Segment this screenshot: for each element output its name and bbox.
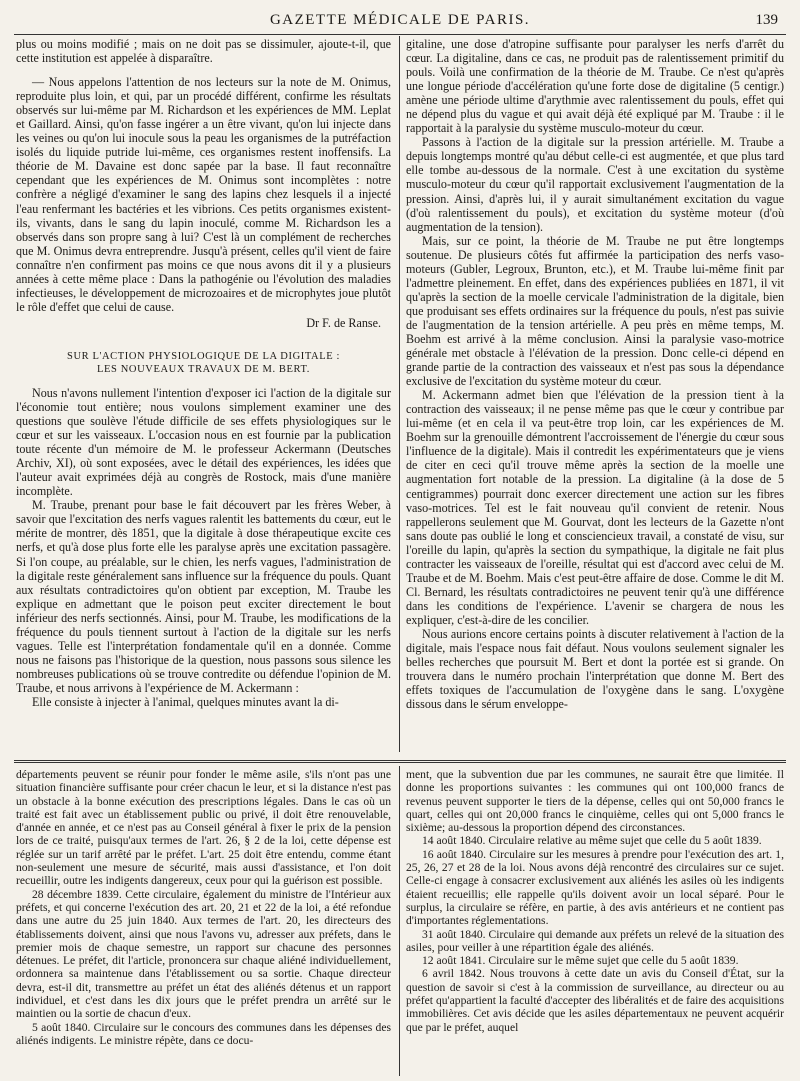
paragraph-ackermann: M. Ackermann admet bien que l'élévation de la pression tient à la contraction des vaisseaux; il ne pense même pas que le cœur y contribue par lui-même (et en cela il va peut-être trop loin, car les expériences de M. Boehm sur la grenouille démontrent l'accroissement de l'énergie du cœur sous l'influence de la digitale). Mais il contredit les expérimentateurs que je viens de citer en ceci qu'il trouve même après la section de la moelle une augmentation fort notable de la pression. La digitaline (à la dose de 5 centigrammes) pourrait donc exercer directement une action sur les fibres vaso-motrices. Tel est le fait nouveau qu'il convient de retenir. Nous rappellerons seulement que M. Gourvat, dont les lecteurs de la Gazette n'ont sans doute pas oublié le long et consciencieux travail, a constaté de visu, sur l'oreille du lapin, qu'après la section du sympathique, la digitale ne fait plus contracter les vaisseaux de l'oreille, résultat qui est d'accord avec celui de M. Traube et de M. Boehm. Mais c'est peut-être affaire de dose. Comme le dit M. Cl. Bernard, les résultats contradictoires ne peuvent tenir qu'à une différence dans les conditions de l'expérience. L'avenir se chargera de nous les expliquer, c'est-à-dire de les concilier. [406,388,784,627]
paragraph-experiment: Elle consiste à injecter à l'animal, quelques minutes avant la di- [32,694,339,709]
paragraph-bert: Nous aurions encore certains points à discuter relativement à l'action de la digitale, mais l'espace nous fait défaut. Nous voulons seulement signaler les belles recherches que poursuit M. Bert et dont la portée est si grande. On trouvera dans le numéro prochain l'interprétation que donne M. Bert des effets toxiques de l'accumulation de l'oxygène dans le sang. L'oxygène dissous dans le sérum enveloppe- [406,626,784,712]
paragraph-circulaire-aout-1840: 5 août 1840. Circulaire sur le concours des communes dans les dépenses des aliénés indigents. Le ministre répète, dans ce docu- [16,1020,391,1047]
paragraph-16-aout: 16 août 1840. Circulaire sur les mesures à prendre pour l'exécution des art. 1, 25, 26, 27 et 28 de la loi. Nous avons déjà rencontré des circulaires sur ce sujet. Celle-ci engage à consacrer exclusivement aux aliénés les asiles où les indigents étaient recueillis; elle rappelle qu'ils doivent avoir un local séparé. Pour le surplus, la circulaire se réfère, en partie, à des avis antérieurs et ne contient pas d'importantes réglementations. [406,847,784,928]
paragraph-vasomoteurs: Mais, sur ce point, la théorie de M. Traube ne put être longtemps soutenue. De plusieurs côtés fut affirmée la participation des nerfs vaso-moteurs (Gubler, Legroux, Brunton, etc.), et M. Traube lui-même finit par l'admettre pleinement. En effet, dans des expériences publiées en 1871, il vit qu'après la section de la moelle cervicale l'administration de la digitale, bien que produisant ses effets ordinaires sur la fréquence du pouls, n'est pas suivie de l'augmentation de la tension artérielle. A peu près en même temps, M. Boehm est arrivé à la même conclusion. Ainsi la paralysie vaso-motrice générale met obstacle à l'élévation de la pression. Donc celle-ci dépend en grande partie de la contraction des vaisseaux et n'est pas sous la dépendance exclusive de l'excitation du système moteur du cœur. [406,233,784,389]
column-divider-bottom [399,766,400,1076]
paragraph-departements: départements peuvent se réunir pour fonder le même asile, s'ils n'ont pas une situation financière suffisante pour créer chacun le leur, et si la distance n'est pas un obstacle à la bonne exécution des prescriptions légales. Dans le cas où un traité est fait avec un établissement public ou privé, il doit être renouvelable, d'année en année, et ce n'est pas au Conseil général à fixer le prix de la pension lors de ce traité, puisqu'aux termes de l'art. 26, § 2 de la loi, cette dépense est réglée sur un tarif arrêté par le préfet. L'art. 25 doit être entendu, comme étant non-seulement une mesure de sécurité, mais aussi d'assistance, et l'on doit recueillir, outre les indigents dangereux, ceux pour qui la guérison est possible. [16,768,391,888]
paragraph-subvention: ment, que la subvention due par les communes, ne saurait être que limitée. Il donne les proportions suivantes : les communes qui ont 100,000 francs de revenus peuvent supporter le tiers de la dépense, celles qui ont 50,000 francs le quart, celles qui ont 20,000 francs le cinquième, celles qui ont 5,000 francs le sixième; au-dessous la proportion dépend des circonstances. [406,768,784,835]
paragraph-6-avril: 6 avril 1842. Nous trouvons à cette date un avis du Conseil d'État, sur la question de savoir si c'est à la commission de surveillance, au directeur ou au préfet qu'appartient la faculté d'accepter des libéralités et de faire des acquisitions immobilières. Cet avis décide que les asiles départementaux ne peuvent acquérir que par le préfet, auquel [406,967,784,1034]
paragraph-31-aout: 31 août 1840. Circulaire qui demande aux préfets un relevé de la situation des asiles, pour veiller à une répartition égale des aliénés. [406,927,784,954]
bottom-left-column [16,768,391,1078]
article-heading-line-1: SUR L'ACTION PHYSIOLOGIQUE DE LA DIGITALE : [67,350,340,362]
section-divider [14,760,786,763]
paragraph-circulaire-1839: 28 décembre 1839. Cette circulaire, également du ministre de l'Intérieur aux préfets, et qui concerne l'exécution des art. 20, 21 et 22 de la loi, a été refondue dans une autre du 25 juin 1840. Aux termes de l'art. 20, les directeurs des établissements doivent, ainsi que nous l'avons vu, adresser aux préfets, dans le premier mois de chaque semestre, un rapport sur chacune des personnes détenues. Le préfet, dit l'article, prononcera sur chaque aliéné individuellement, ordonnera sa maintenue dans l'établissement ou sa sortie. Chaque directeur devra, est-il dit, transmettre au préfet un état des aliénés détenus et un rapport individuel, et c'est dans les dix jours que le préfet prendra un arrêté sur le maintien ou la sortie de chacun d'eux. [16,887,391,1021]
paragraph-intro: Nous n'avons nullement l'intention d'exposer ici l'action de la digitale sur l'économie tout entière; nous voulons simplement examiner une des questions que soulève l'étude difficile de ses effets physiologiques sur le cœur et sur les vaisseaux. L'occasion nous en est fournie par la publication toute récente d'un mémoire de M. le professeur Ackermann (Deutsches Archiv, XI), où sont exposées, avec le détail des expériences, les idées que l'auteur avait exprimées déjà au congrès de Rostock, mais d'une manière incomplète. [16,385,391,499]
article-heading-line-2: LES NOUVEAUX TRAVAUX DE M. BERT. [97,363,310,375]
paragraph-12-aout: 12 août 1841. Circulaire sur le même sujet que celle du 5 août 1839. [422,954,739,968]
journal-title: GAZETTE MÉDICALE DE PARIS. [269,12,531,28]
paragraph-continuation: plus ou moins modifié ; mais on ne doit pas se dissimuler, ajoute-t-il, que cette institution est appelée à disparaître. [16,37,391,66]
paragraph-onimus: — Nous appelons l'attention de nos lecteurs sur la note de M. Onimus, reproduite plus loin, et qui, par un procédé différent, confirme les résultats observés sur lui-même par M. Richardson et les expériences de MM. Leplat et Gaillard. Ainsi, qu'on fasse ingérer a un être vivant, qu'on lui injecte dans les veines ou qu'on lui inocule sous la peau les organismes de la putréfaction isolés du liquide putride lui-même, ces organismes restent inoffensifs. La théorie de M. Davaine est donc sapée par la base. Il faut reconnaître cependant que les expériences de M. Onimus sont incomplètes : notre confrère a négligé d'examiner le sang des lapins chez lesquels il a injecté l'eau renfermant les bactéries et les vibrions. Ces petits organismes existent-ils, vivants, dans le sang du lapin inoculé, comme M. Richardson les a observés dans son propre sang à lui? C'est là un complément de recherches que M. Onimus devra entreprendre. Jusqu'à présent, celles qu'il vient de faire connaître n'en confirment pas moins ce que nous avons dit il y a plusieurs années à cette même place : Dans la pathogénie ou l'évolution des maladies infectieuses, le développement de microzoaires et de microphytes joue plutôt le rôle d'effet que celui de cause. [16,75,391,314]
page-number: 139 [755,12,778,28]
bottom-right-column [406,768,784,1078]
header-rule [14,34,786,35]
paragraph-pression: Passons à l'action de la digitale sur la pression artérielle. M. Traube a depuis longtemps montré qu'au début celle-ci est augmentée, et que plus tard elle tombe au-dessous de la normale. C'est à une excitation du système musculo-moteur du cœur qu'il rapportait exclusivement l'augmentation de la pression. Ainsi, d'après lui, il y aurait simultanément excitation du vague (d'où ralentissement du pouls), et excitation du système moteur (d'où augmentation de la tension). [406,135,784,234]
column-divider-top [399,36,400,752]
article-heading [16,350,391,376]
paragraph-traube: M. Traube, prenant pour base le fait découvert par les frères Weber, à savoir que l'excitation des nerfs vagues ralentit les battements du cœur, eut le mérite de montrer, dès 1851, que la digitale à dose thérapeutique excite ces nerfs, et qu'à dose plus forte elle les paralyse après une excitation passagère. Si l'on coupe, au préalable, sur le chien, les nerfs vagues, l'administration de la digitale reste généralement sans influence sur la fréquence du pouls. Quant aux résultats contradictoires qu'on obtient par exception, M. Traube les explique en admettant que le poison peut exciter directement le bout inférieur des nerfs sectionnés. Ainsi, pour M. Traube, les modifications de la fréquence du pouls tiennent surtout à l'action de la digitale sur les nerfs vagues. Telle est l'interprétation fondamentale qu'il en a donnée. Comme nous ne faisons pas l'historique de la question, nous passons sous silence les nombreuses publications où se trouve contredite ou défendue l'opinion de M. Traube, et nous arrivons à l'expérience de M. Ackermann : [16,498,391,695]
page-header [14,8,786,30]
author-signature: Dr F. de Ranse. [306,315,381,330]
paragraph-digitaline: gitaline, une dose d'atropine suffisante pour paralyser les nerfs d'arrêt du cœur. La digitaline, dans ce cas, ne produit pas de ralentissement primitif du pouls. Voilà une confirmation de la théorie de M. Traube. Ce n'est qu'après une longue période d'accélération qu'une forte dose de digitaline (5 centigr.) amène une période ultime d'arythmie avec ralentissement du pouls, effet qui ne dépend plus du vague et qui avait déjà été expliqué par M. Traube : il le rapportait à la paralysie du système musculo-moteur du cœur. [406,37,784,136]
top-right-column [406,37,784,753]
top-left-column [16,37,391,753]
paragraph-14-aout: 14 août 1840. Circulaire relative au même sujet que celle du 5 août 1839. [422,834,762,848]
